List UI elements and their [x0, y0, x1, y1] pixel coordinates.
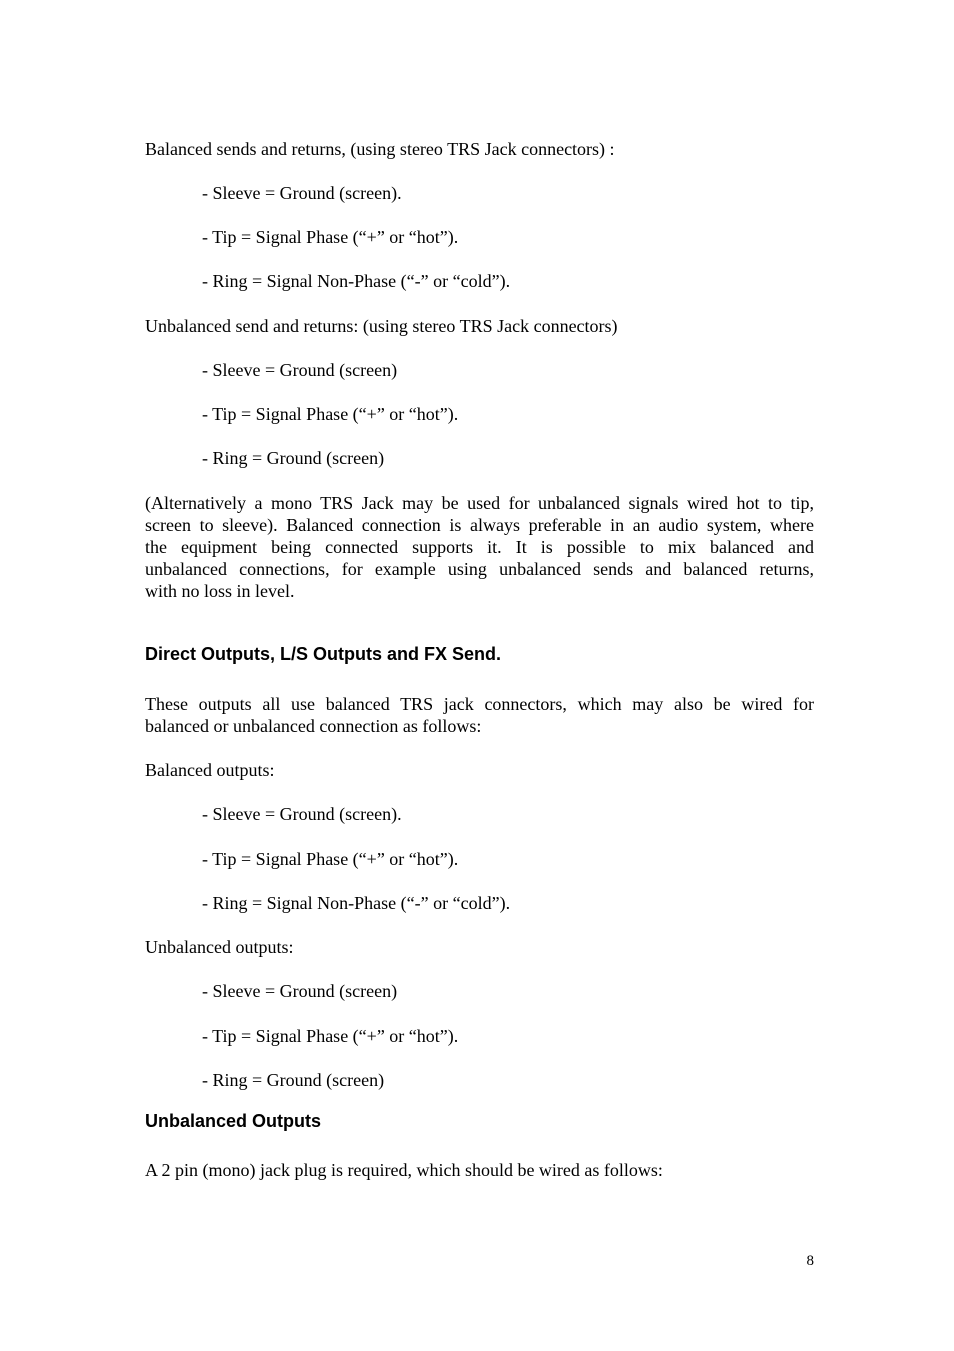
page-number: 8	[806, 1253, 814, 1269]
unbalanced-outputs-text: A 2 pin (mono) jack plug is required, which should be wired as follows:	[145, 1160, 663, 1180]
note-paragraph	[145, 492, 814, 602]
balanced-output-sleeve-item: - Sleeve = Ground (screen).	[202, 804, 402, 824]
balanced-ring-item: - Ring = Signal Non-Phase (“-” or “cold”).	[202, 271, 511, 291]
direct-outputs-intro	[145, 693, 814, 737]
paragraph-line: (Alternatively a mono TRS Jack may be used for unbalanced signals wired hot to tip,	[145, 493, 814, 513]
paragraph-line: balanced or unbalanced connection as follows:	[145, 716, 482, 736]
unbalanced-outputs-label: Unbalanced outputs:	[145, 937, 294, 957]
paragraph-line: screen to sleeve). Balanced connection is always preferable in an audio system, where	[145, 515, 814, 535]
unbalanced-ring-item: - Ring = Ground (screen)	[202, 448, 385, 468]
balanced-outputs-label: Balanced outputs:	[145, 760, 275, 780]
balanced-output-ring-item: - Ring = Signal Non-Phase (“-” or “cold”).	[202, 893, 511, 913]
balanced-sleeve-item: - Sleeve = Ground (screen).	[202, 183, 402, 203]
balanced-output-tip-item: - Tip = Signal Phase (“+” or “hot”).	[202, 849, 459, 869]
direct-outputs-title: Direct Outputs, L/S Outputs and FX Send.	[145, 644, 502, 664]
unbalanced-tip-item: - Tip = Signal Phase (“+” or “hot”).	[202, 404, 459, 424]
unbalanced-output-tip-item: - Tip = Signal Phase (“+” or “hot”).	[202, 1026, 459, 1046]
unbalanced-outputs-title: Unbalanced Outputs	[145, 1111, 322, 1131]
unbalanced-output-sleeve-item: - Sleeve = Ground (screen)	[202, 981, 398, 1001]
paragraph-line: These outputs all use balanced TRS jack connectors, which may also be wired for	[145, 694, 814, 714]
unbalanced-sends-heading: Unbalanced send and returns: (using stereo TRS Jack connectors)	[145, 316, 618, 336]
unbalanced-output-ring-item: - Ring = Ground (screen)	[202, 1070, 385, 1090]
balanced-sends-heading: Balanced sends and returns, (using stereo TRS Jack connectors) :	[145, 139, 615, 159]
paragraph-line: with no loss in level.	[145, 581, 295, 601]
paragraph-line: the equipment being connected supports it. It is possible to mix balanced and	[145, 537, 814, 557]
paragraph-line: unbalanced connections, for example using unbalanced sends and balanced returns,	[145, 559, 814, 579]
balanced-tip-item: - Tip = Signal Phase (“+” or “hot”).	[202, 227, 459, 247]
unbalanced-sleeve-item: - Sleeve = Ground (screen)	[202, 360, 398, 380]
